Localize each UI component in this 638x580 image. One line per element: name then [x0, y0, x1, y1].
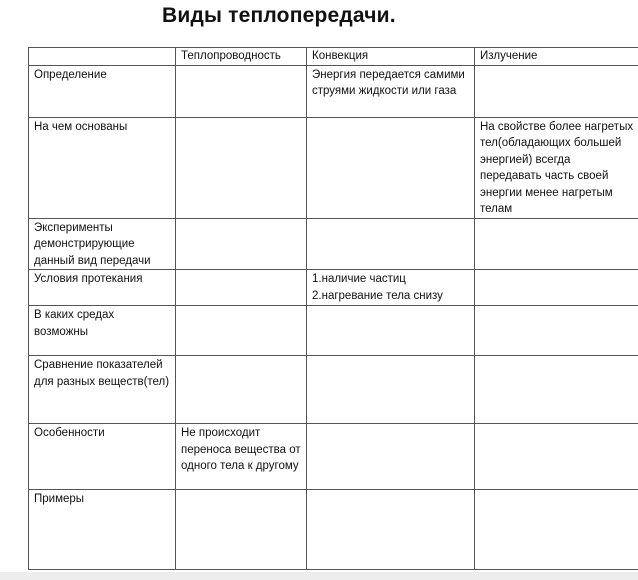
row-label: Условия протекания: [29, 270, 176, 306]
table-row: [29, 306, 638, 356]
row-label: Примеры: [29, 490, 176, 570]
row-label: Определение: [29, 65, 176, 117]
row-label: На чем основаны: [29, 117, 176, 218]
table-cell: [176, 490, 307, 570]
table-cell: [475, 306, 638, 356]
table-cell: [176, 218, 307, 270]
table-cell: [307, 424, 475, 490]
table-cell: [475, 356, 638, 424]
table-cell: [475, 424, 638, 490]
table-cell: [176, 65, 307, 117]
table-row: [29, 424, 638, 490]
table-cell: [307, 356, 475, 424]
table-cell: [176, 306, 307, 356]
table-cell: [475, 218, 638, 270]
row-label: Эксперименты демонстрирующие данный вид передачи: [29, 218, 176, 270]
table-cell: [176, 270, 307, 306]
table-cell: [307, 218, 475, 270]
table-cell: Не происходит переноса вещества от одного тела к другому: [176, 424, 307, 490]
table-cell: 1.наличие частиц 2.нагревание тела снизу: [307, 270, 475, 306]
table-cell: [475, 270, 638, 306]
table-cell: [176, 356, 307, 424]
row-label: Особенности: [29, 424, 176, 490]
page-title: Виды теплопередачи.: [162, 4, 396, 27]
table-cell: [307, 490, 475, 570]
table-row: [29, 356, 638, 424]
header-convection: Конвекция: [307, 48, 475, 66]
table-row: [29, 270, 638, 306]
table-row: [29, 117, 638, 218]
row-label: Сравнение показателей для разных веществ(тел): [29, 356, 176, 424]
table-cell: На свойстве более нагретых тел(обладающих большей энергией) всегда передавать часть своей энергии менее нагретым телам: [475, 117, 638, 218]
bottom-strip: [0, 572, 638, 580]
header-radiation: Излучение: [475, 48, 638, 66]
row-label: В каких средах возможны: [29, 306, 176, 356]
header-thermal-conduction: Теплопроводность: [176, 48, 307, 66]
table-cell: [176, 117, 307, 218]
heat-transfer-table: [28, 47, 638, 570]
table-row: [29, 490, 638, 570]
table-cell: [307, 306, 475, 356]
table-cell: Энергия передается самими струями жидкости или газа: [307, 65, 475, 117]
table-row: [29, 65, 638, 117]
table-cell: [307, 117, 475, 218]
header-cell-empty: [29, 48, 176, 66]
table-cell: [475, 65, 638, 117]
table-cell: [475, 490, 638, 570]
table-header-row: [29, 48, 638, 66]
table-row: [29, 218, 638, 270]
